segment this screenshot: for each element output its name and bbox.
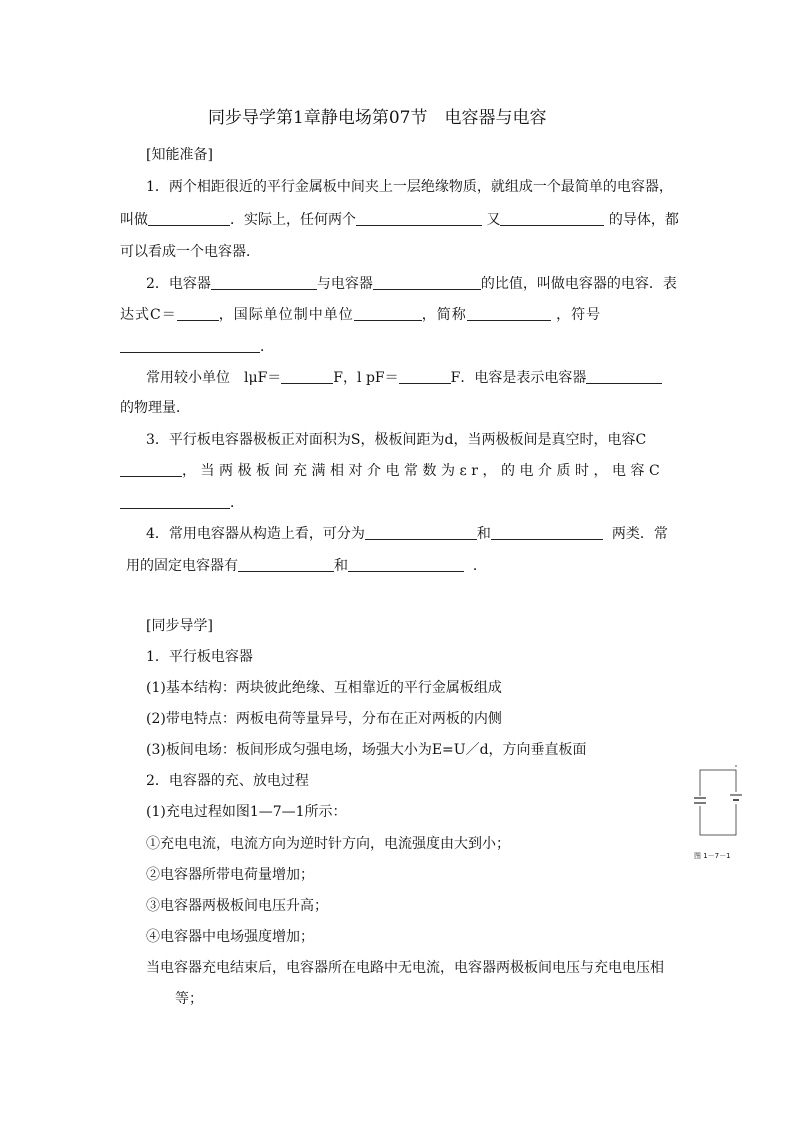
guide-item-3: ③电容器两极板间电压升高；: [146, 898, 328, 914]
answer-blank[interactable]: [120, 494, 230, 509]
answer-blank[interactable]: [120, 338, 260, 353]
q3-line2: [120, 461, 664, 481]
text: 和: [476, 526, 491, 542]
text: ，国际单位制中单位: [218, 307, 354, 323]
text: 的比值，叫做电容器的电容．表: [480, 276, 677, 292]
answer-blank[interactable]: [356, 211, 482, 226]
text: F．电容是表示电容器: [450, 370, 587, 386]
text: 达式C＝: [120, 307, 177, 323]
guide-end-line1: 当电容器充电结束后，电容器所在电路中无电流，电容器两极板间电压与充电电压相: [146, 960, 664, 976]
text: 常用较小单位 lμF＝: [146, 370, 282, 386]
section-heading-guide: [同步导学]: [146, 618, 213, 634]
text: 2．电容器: [146, 276, 211, 292]
page-title: 同步导学第1章静电场第07节 电容器与电容: [208, 108, 547, 128]
text: 4．常用电容器从构造上看，可分为: [146, 526, 365, 542]
text: F，l pF＝: [333, 370, 399, 386]
text: 用的固定电容器有: [126, 558, 238, 574]
guide-item-1: ①充电电流，电流方向为逆时针方向，电流强度由大到小；: [146, 836, 510, 852]
guide-s1b: (2)带电特点：两板电荷等量异号，分布在正对两板的内侧: [146, 711, 502, 727]
circuit-figure: [686, 760, 746, 870]
text: 叫做: [120, 212, 148, 228]
section-heading-prep: [知能准备]: [146, 147, 213, 163]
answer-blank[interactable]: [373, 275, 481, 290]
answer-blank[interactable]: [365, 525, 477, 540]
answer-blank[interactable]: [348, 557, 464, 572]
figure-caption: 图 1－7－1: [694, 852, 731, 860]
text: 又: [486, 212, 501, 228]
q4-line2: [126, 556, 487, 576]
text: ．实际上，任何两个: [230, 212, 356, 228]
q1-line2: [120, 210, 679, 230]
q1-line1: 1．两个相距很近的平行金属板中间夹上一层绝缘物质，就组成一个最简单的电容器，: [146, 179, 673, 195]
guide-s2: 2．电容器的充、放电过程: [146, 773, 309, 789]
answer-blank[interactable]: [467, 306, 551, 321]
q2-line5: 的物理量．: [120, 400, 190, 416]
guide-item-4: ④电容器中电场强度增加；: [146, 929, 314, 945]
answer-blank[interactable]: [148, 211, 230, 226]
text: ，当两极板间充满相对介电常数为εr，的电介质时，电容C: [182, 463, 665, 479]
guide-item-2: ②电容器所带电荷量增加；: [146, 867, 314, 883]
text: ．: [260, 339, 274, 355]
answer-blank[interactable]: [281, 369, 333, 384]
answer-blank[interactable]: [586, 369, 662, 384]
text: ，符号: [556, 307, 602, 323]
answer-blank[interactable]: [500, 211, 604, 226]
text: 和: [334, 558, 348, 574]
guide-s2a: (1)充电过程如图1—7—1所示：: [146, 804, 347, 820]
guide-s1a: (1)基本结构：两块彼此绝缘、互相靠近的平行金属板组成: [146, 680, 502, 696]
text: 与电容器: [316, 276, 373, 292]
q1-line3: 可以看成一个电容器．: [120, 244, 260, 260]
q2-line1: [146, 274, 677, 294]
answer-blank[interactable]: [177, 306, 219, 321]
guide-s1: 1．平行板电容器: [146, 649, 253, 665]
text: 两类．常: [611, 526, 668, 542]
q2-line4: [146, 368, 662, 388]
q3-line1: 3．平行板电容器极板正对面积为S，极板间距为d，当两极板间是真空时，电容C: [146, 432, 647, 448]
guide-end-line2: 等；: [175, 991, 203, 1007]
q4-line1: [146, 524, 668, 544]
answer-blank[interactable]: [211, 275, 317, 290]
answer-blank[interactable]: [354, 306, 422, 321]
guide-s1c: (3)板间电场：板间形成匀强电场，场强大小为E=U／d，方向垂直板面: [146, 742, 587, 758]
q2-line2: [120, 305, 601, 325]
text: 的导体，都: [608, 212, 679, 228]
text: ，简称: [421, 307, 467, 323]
answer-blank[interactable]: [491, 525, 603, 540]
q2-line3: [120, 337, 274, 357]
answer-blank[interactable]: [120, 462, 182, 477]
q3-line3: [120, 493, 244, 513]
text: ．: [472, 558, 487, 574]
text: ．: [230, 495, 244, 511]
answer-blank[interactable]: [399, 369, 451, 384]
answer-blank[interactable]: [238, 557, 334, 572]
